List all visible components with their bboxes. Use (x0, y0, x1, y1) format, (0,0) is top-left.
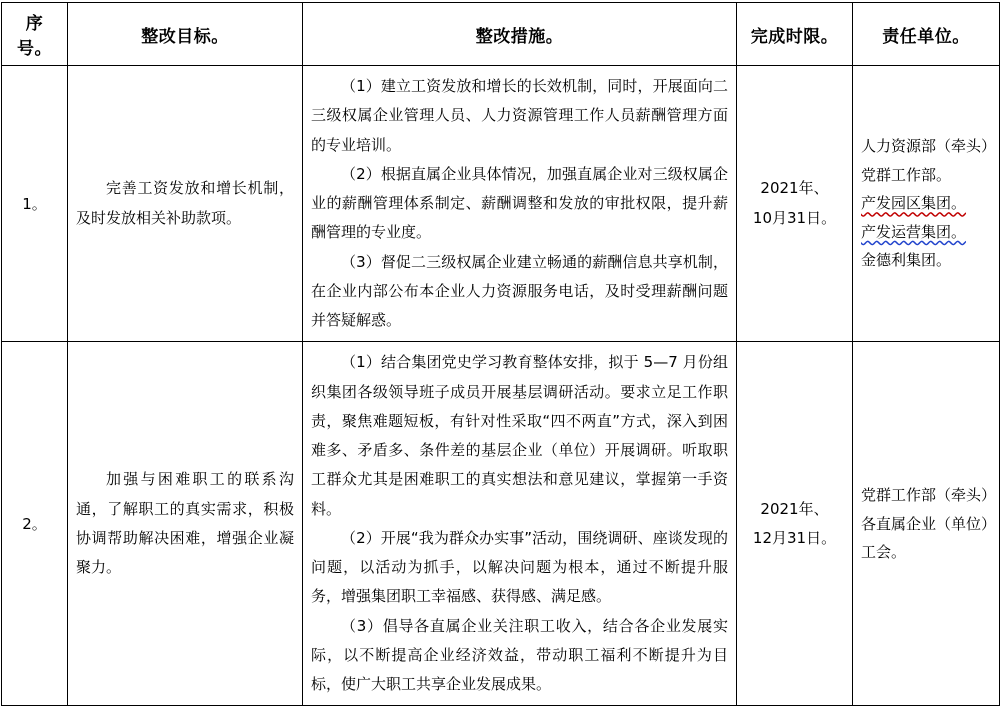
goal-text: 完善工资发放和增长机制，及时发放相关补助款项。 (76, 179, 294, 227)
header-cell-deadline: 完成时限。 (737, 3, 853, 66)
row-deadline (737, 66, 853, 342)
unit-line: 党群工作部（牵头） (861, 486, 997, 504)
row-deadline (737, 342, 853, 706)
goal-text: 加强与困难职工的联系沟通，了解职工的真实需求，积极协调帮助解决困难，增强企业凝聚力。 (76, 470, 294, 576)
measure-item: （1）建立工资发放和增长的长效机制，同时，开展面向二三级权属企业管理人员、人力资源管理工作人员薪酬管理方面的专业培训。 (311, 77, 728, 154)
row-number: 2。 (2, 342, 68, 706)
deadline-line: 10月31日。 (752, 208, 837, 227)
deadline-line: 12月31日。 (752, 528, 837, 547)
row-units (853, 66, 1000, 342)
measure-item: （1）结合集团党史学习教育整体安排，拟于 5—7 月份组织集团各级领导班子成员开展基层调研活动。要求立足工作职责，聚焦难题短板，有针对性采取“四不两直”方式，深入到困难多、矛盾多、条件差的基层企业（单位）开展调研。听取职工群众尤其是困难职工的真实想法和意见建议，掌握第一手资料。 (311, 353, 728, 518)
table-header (2, 3, 1000, 66)
measure-item: （3）督促二三级权属企业建立畅通的薪酬信息共享机制，在企业内部公布本企业人力资源服务电话，及时受理薪酬问题并答疑解惑。 (311, 252, 728, 329)
row-number: 1。 (2, 66, 68, 342)
measure-item: （3）倡导各直属企业关注职工收入，结合各企业发展实际，以不断提高企业经济效益，带动职工福利不断提升为目标，使广大职工共享企业发展成果。 (311, 616, 728, 693)
header-cell-unit: 责任单位。 (853, 3, 1000, 66)
row-goal (68, 66, 303, 342)
header-cell-measures: 整改措施。 (303, 3, 737, 66)
header-cell-no: 序号。 (2, 3, 68, 66)
deadline-line: 2021年、 (760, 179, 829, 198)
document-page (0, 2, 1000, 693)
table-body (2, 66, 1000, 706)
unit-line: 产发运营集团。 (861, 222, 967, 241)
table-row (2, 66, 1000, 342)
rectification-table (1, 2, 1000, 706)
row-measures (303, 342, 737, 706)
unit-line: 各直属企业（单位） (861, 514, 997, 533)
measure-item: （2）开展“我为群众办实事”活动，围绕调研、座谈发现的问题，以活动为抓手，以解决问题为根本，通过不断提升服务，增强集团职工幸福感、获得感、满足感。 (311, 528, 728, 606)
row-measures (303, 66, 737, 342)
measure-item: （2）根据直属企业具体情况，加强直属企业对三级权属企业的薪酬管理体系制定、薪酬调整和发放的审批权限，提升薪酬管理的专业度。 (311, 164, 728, 242)
unit-line: 党群工作部。 (861, 165, 952, 184)
table-row (2, 342, 1000, 706)
unit-line: 金德利集团。 (861, 251, 952, 270)
header-row (2, 3, 1000, 66)
row-goal (68, 342, 303, 706)
unit-line: 产发园区集团。 (861, 194, 967, 213)
unit-line: 工会。 (861, 543, 907, 561)
row-units (853, 342, 1000, 706)
deadline-line: 2021年、 (760, 499, 829, 518)
unit-line: 人力资源部（牵头） (861, 137, 997, 156)
header-cell-goal: 整改目标。 (68, 3, 303, 66)
